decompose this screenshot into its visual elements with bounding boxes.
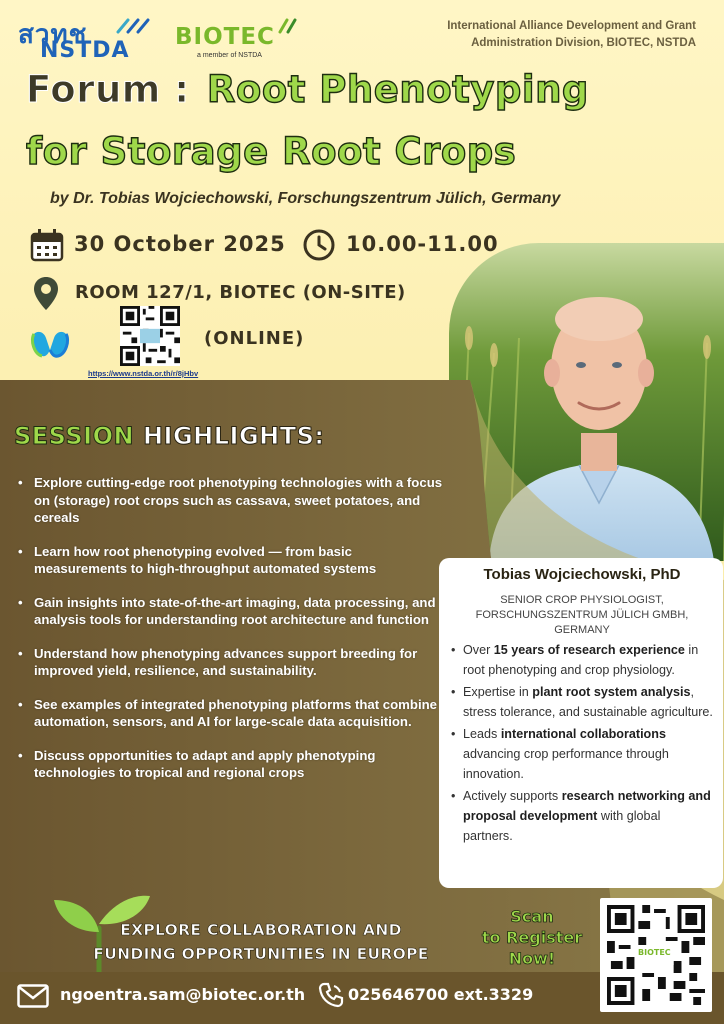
bullet-text: with global partners. (463, 809, 661, 843)
speaker-role-line-3: GERMANY (554, 624, 610, 636)
highlights-list (14, 474, 444, 798)
explore-line-1: EXPLORE COLLABORATION AND (120, 921, 402, 939)
title-prefix: Forum : (26, 68, 190, 111)
explore-banner (76, 918, 446, 966)
organization-name (426, 18, 696, 52)
bullet-text: Over (463, 643, 494, 657)
speaker-bullet (451, 724, 713, 784)
speaker-role-line-1: SENIOR CROP PHYSIOLOGIST, (500, 594, 664, 606)
speaker-byline: by Dr. Tobias Wojciechowski, Forschungszentrum Jülich, Germany (50, 190, 561, 207)
speaker-bullet (451, 786, 713, 846)
online-label: (ONLINE) (204, 328, 305, 349)
organization-line-1: International Alliance Development and Grant (447, 20, 696, 32)
event-venue: ROOM 127/1, BIOTEC (ON-SITE) (75, 282, 406, 303)
nstda-logo-en: NSTDA (40, 38, 130, 63)
nstda-logo-marks-icon (114, 16, 152, 36)
biotec-logo (175, 16, 303, 64)
highlight-item: • Discuss opportunities to adapt and apply phenotyping technologies to tropical and regional crops (14, 747, 444, 782)
event-date: 30 October 2025 (74, 232, 286, 256)
online-qr-code[interactable] (120, 306, 180, 366)
phone-icon (318, 982, 344, 1008)
session-title-part-2: HIGHLIGHTS: (142, 422, 325, 450)
speaker-bullet (451, 682, 713, 722)
organization-line-2: Administration Division, BIOTEC, NSTDA (471, 37, 696, 49)
speaker-bullet (451, 640, 713, 680)
speaker-name: Tobias Wojciechowski, PhD (483, 566, 681, 583)
speaker-role (451, 593, 713, 638)
poster-title-line-1 (26, 68, 589, 111)
bullet-text: Actively supports (463, 789, 562, 803)
event-time: 10.00-11.00 (346, 232, 499, 256)
bullet-text: Leads (463, 727, 501, 741)
title-line-1: Root Phenotyping (206, 68, 589, 111)
bullet-text: , stress tolerance, and sustainable agriculture. (463, 685, 713, 719)
highlight-item: • See examples of integrated phenotyping platforms that combine automation, sensors, and AI for large-scale data acquisition. (14, 696, 444, 731)
scan-line-1: Scan (510, 907, 554, 926)
webex-icon (30, 328, 70, 360)
nstda-logo-thai: สวทช (18, 20, 88, 50)
highlight-item: • Understand how phenotyping advances support breeding for improved yield, resilience, and sustainability. (14, 645, 444, 680)
speaker-role-line-2: FORSCHUNGSZENTRUM JÜLICH GMBH, (475, 609, 689, 621)
bullet-text: Expertise in (463, 685, 533, 699)
nstda-logo (18, 14, 160, 63)
biotec-logo-sub: a member of NSTDA (197, 52, 262, 59)
biotec-logo-marks-icon (277, 16, 299, 36)
location-pin-icon (33, 276, 59, 312)
highlight-item: • Gain insights into state-of-the-art imaging, data processing, and analysis tools for understanding root architecture and function (14, 594, 444, 629)
scan-to-register (470, 906, 594, 969)
session-highlights-title (14, 422, 325, 450)
bullet-text: advancing crop performance through innovation. (463, 747, 669, 781)
qr-center-logo: BIOTEC (638, 948, 671, 957)
speaker-bullets (451, 640, 713, 846)
mail-icon (17, 984, 49, 1008)
bullet-bold: research networking and proposal development (463, 789, 711, 823)
highlight-item: • Explore cutting-edge root phenotyping technologies with a focus on (storage) root crops such as cassava, sweet potatoes, and cereals (14, 474, 444, 527)
calendar-icon (30, 228, 64, 262)
contact-phone-link[interactable]: 025646700 ext.3329 (348, 985, 534, 1004)
clock-icon (302, 228, 336, 262)
highlight-item: • Learn how root phenotyping evolved — from basic measurements to high-throughput automated systems (14, 543, 444, 578)
speaker-card (439, 558, 723, 888)
session-title-part-1: SESSION (14, 422, 135, 450)
bullet-bold: international collaborations (500, 727, 666, 741)
online-registration-link[interactable]: https://www.nstda.or.th/r/8jHbv (88, 369, 199, 378)
contact-email-link[interactable]: ngoentra.sam@biotec.or.th (60, 985, 306, 1004)
explore-line-2: FUNDING OPPORTUNITIES IN EUROPE (93, 945, 429, 963)
scan-line-3: Now! (508, 949, 556, 968)
biotec-logo-name: BIOTEC (175, 24, 275, 50)
bullet-bold: plant root system analysis (532, 685, 691, 699)
poster-title-line-2: for Storage Root Crops (26, 130, 517, 173)
register-qr-code[interactable] (600, 898, 712, 1012)
bullet-text: in root phenotyping and crop physiology. (463, 643, 699, 677)
scan-line-2: to Register (481, 928, 583, 947)
bullet-bold: 15 years of research experience (493, 643, 685, 657)
date-time-row (30, 226, 500, 262)
